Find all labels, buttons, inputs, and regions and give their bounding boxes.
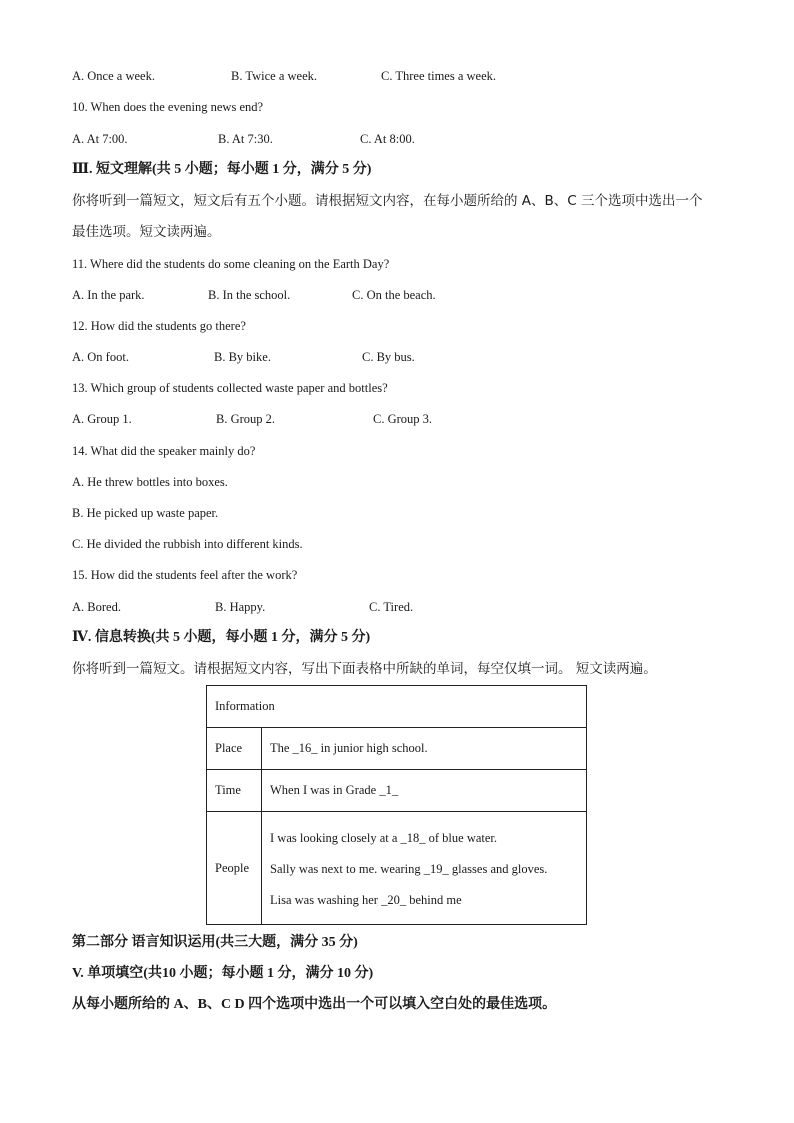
section5-instruction: 从每小题所给的 A、B、C D 四个选项中选出一个可以填入空白处的最佳选项。: [72, 997, 557, 1012]
information-table: [206, 685, 587, 925]
q13-question: 13. Which group of students collected waste paper and bottles?: [72, 381, 388, 395]
q15-option-c: C. Tired.: [369, 600, 414, 614]
people-line-1: I was looking closely at a _18_ of blue water.: [270, 831, 498, 845]
time-value: When I was in Grade _1_: [262, 770, 587, 812]
section3-instruction-line2: 最佳选项。短文读两遍。: [72, 224, 221, 240]
q11-option-b: B. In the school.: [208, 288, 291, 302]
part2-heading: 第二部分 语言知识运用(共三大题，满分 35 分): [72, 935, 358, 950]
q12-option-c: C. By bus.: [362, 350, 415, 364]
people-line-3: Lisa was washing her _20_ behind me: [270, 893, 462, 907]
q9-option-b: B. Twice a week.: [231, 69, 318, 83]
q15-option-b: B. Happy.: [215, 600, 266, 614]
section4-instruction: 你将听到一篇短文。请根据短文内容，写出下面表格中所缺的单词，每空仅填一词。 短文读两遍。: [72, 661, 657, 677]
q15-question: 15. How did the students feel after the work?: [72, 568, 298, 582]
q11-option-c: C. On the beach.: [352, 288, 436, 302]
q13-option-c: C. Group 3.: [373, 412, 433, 426]
people-value: [262, 812, 587, 925]
q10-question: 10. When does the evening news end?: [72, 100, 264, 114]
place-label: Place: [207, 728, 262, 770]
q13-option-a: A. Group 1.: [72, 412, 132, 426]
people-label: People: [207, 812, 262, 925]
q13-option-b: B. Group 2.: [216, 412, 276, 426]
time-label: Time: [207, 770, 262, 812]
q14-option-a: A. He threw bottles into boxes.: [72, 475, 228, 489]
q14-option-b: B. He picked up waste paper.: [72, 506, 219, 520]
q11-option-a: A. In the park.: [72, 288, 145, 302]
q9-option-c: C. Three times a week.: [381, 69, 497, 83]
q9-option-a: A. Once a week.: [72, 69, 155, 83]
q12-question: 12. How did the students go there?: [72, 319, 246, 333]
people-line-2: Sally was next to me. wearing _19_ glasses and gloves.: [270, 862, 548, 876]
section5-heading: V. 单项填空(共10 小题；每小题 1 分，满分 10 分): [72, 966, 374, 981]
section3-instruction-line1: 你将听到一篇短文，短文后有五个小题。请根据短文内容，在每小题所给的 A、B、C 三个选项中选出一个: [72, 193, 703, 209]
q15-option-a: A. Bored.: [72, 600, 121, 614]
q10-option-b: B. At 7:30.: [218, 132, 273, 146]
q14-question: 14. What did the speaker mainly do?: [72, 444, 256, 458]
section3-heading: Ⅲ. 短文理解(共 5 小题；每小题 1 分，满分 5 分): [72, 162, 372, 177]
q14-option-c: C. He divided the rubbish into different kinds.: [72, 537, 303, 551]
table-row-people: [207, 812, 587, 925]
table-row-place: [207, 728, 587, 770]
table-row-time: [207, 770, 587, 812]
table-header: Information: [207, 686, 587, 728]
section4-heading: Ⅳ. 信息转换(共 5 小题，每小题 1 分，满分 5 分): [72, 630, 371, 645]
q10-option-a: A. At 7:00.: [72, 132, 128, 146]
q10-option-c: C. At 8:00.: [360, 132, 415, 146]
place-value: The _16_ in junior high school.: [262, 728, 587, 770]
q12-option-a: A. On foot.: [72, 350, 129, 364]
q11-question: 11. Where did the students do some cleaning on the Earth Day?: [72, 257, 390, 271]
q12-option-b: B. By bike.: [214, 350, 271, 364]
